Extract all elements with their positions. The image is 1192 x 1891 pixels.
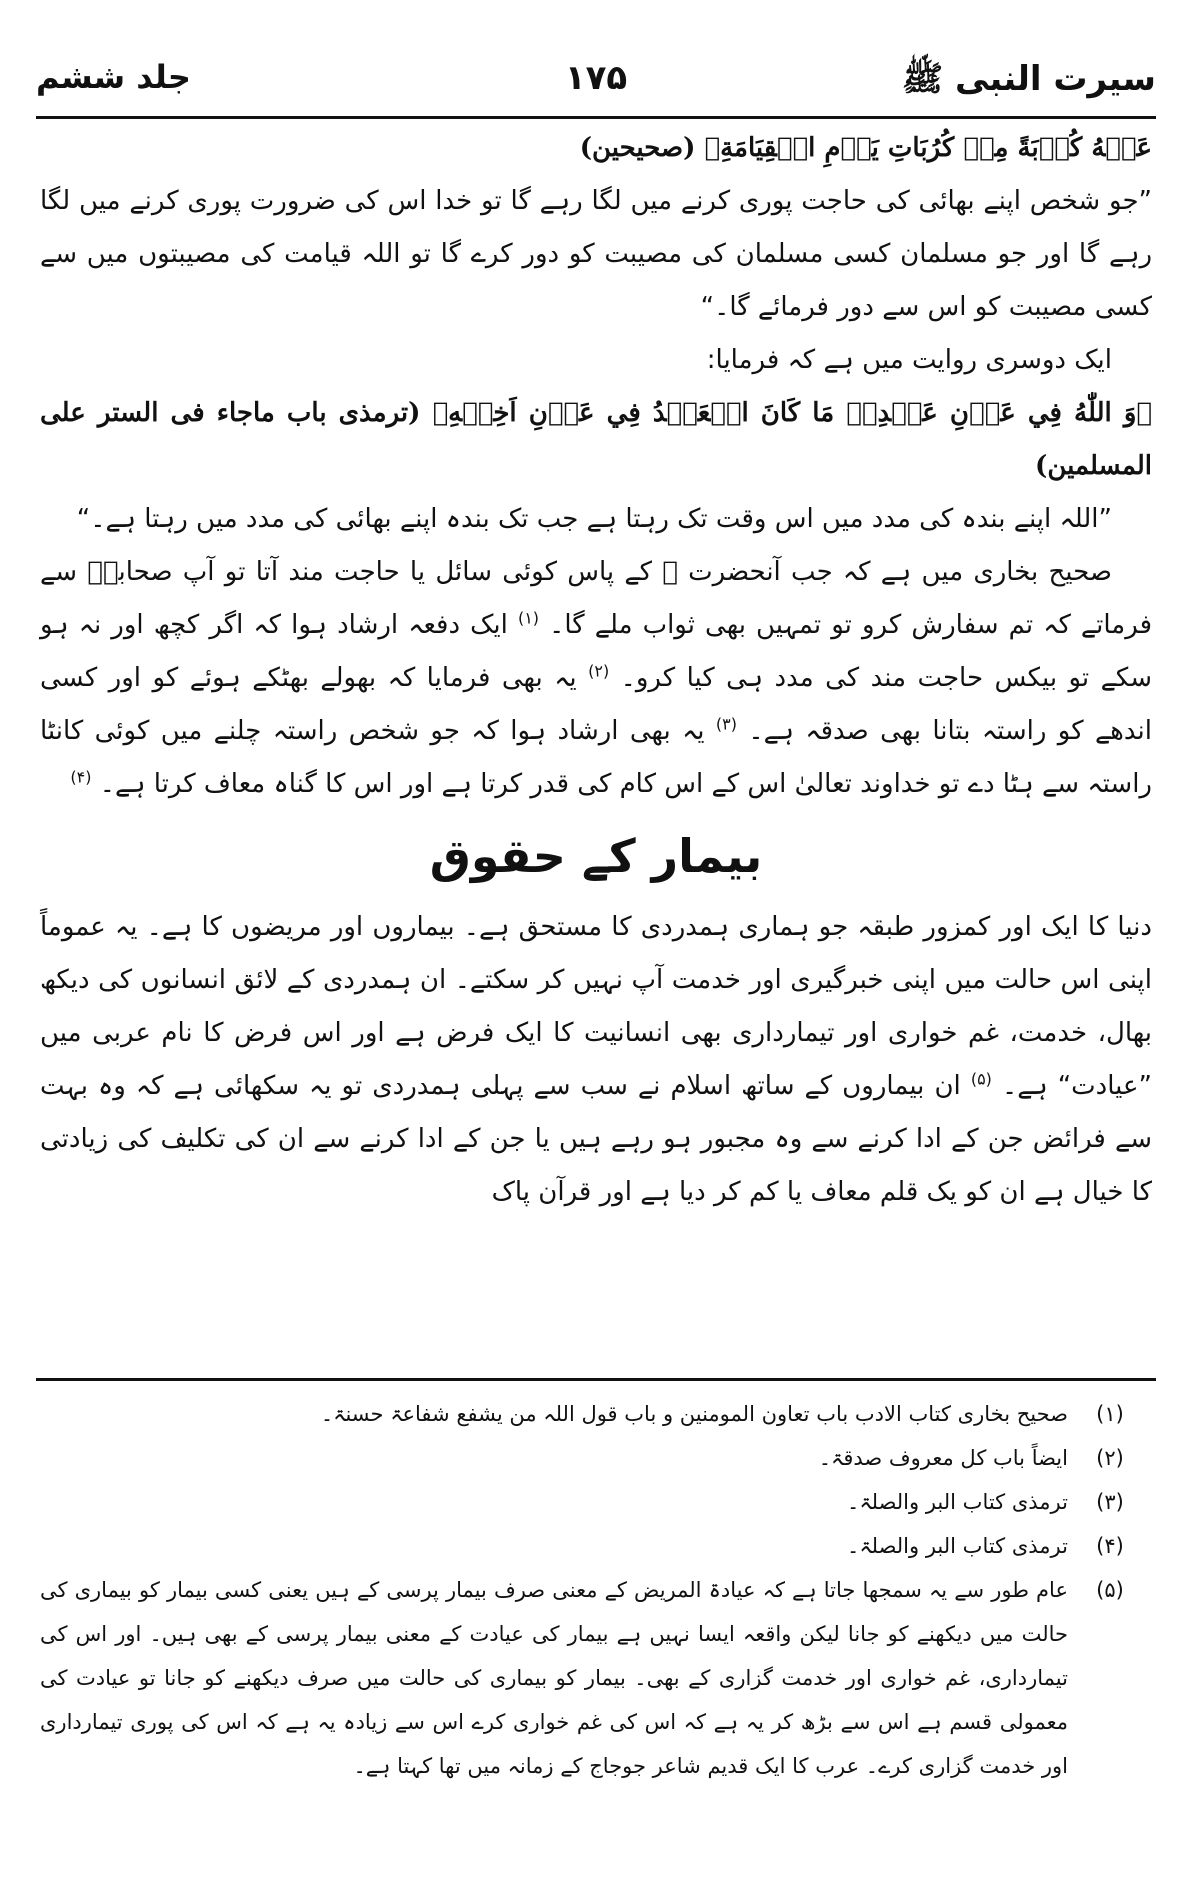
footnote-ref-4[interactable]: (۴) <box>70 767 92 787</box>
arabic-quote-2: ﴿وَ اللّٰهُ فِي عَوۡنِ عَبۡدِهٖ مَا كَانَ الۡعَبۡدُ فِي عَوۡنِ اَخِيۡهِ﴾ (ترمذی باب ماجاء فی الستر علی المسلمین) <box>40 398 1152 481</box>
paragraph-4 <box>40 546 1152 811</box>
footnote-item <box>40 1568 1152 1788</box>
paragraph-5-part-a: دنیا کا ایک اور کمزور طبقہ جو ہماری ہمدردی کا مستحق ہے۔ بیماروں اور مریضوں کا ہے۔ یہ عموماً اپنی اس حالت میں اپنی خبرگیری اور خدمت آپ نہیں کر سکتے۔ ان ہمدردی کے لائق انسانوں کی دیکھ بھال، خدمت، غم خواری اور تیمارداری بھی انسانیت کا ایک فرض ہے اور اس فرض کا نام عربی میں ”عیادت“ ہے۔ <box>40 912 1152 1101</box>
arabic-quote-1: عَنۡهُ كُرۡبَةً مِنۡ كُرُبَاتِ يَوۡمِ الۡقِيَامَةِ﴾ (صحیحین) <box>579 133 1152 163</box>
footnote-text: ترمذی کتاب البر والصلۃ۔ <box>847 1490 1068 1514</box>
paragraph-1: ”جو شخص اپنے بھائی کی حاجت پوری کرنے میں لگا رہے گا تو خدا اس کی ضرورت پوری کرنے میں لگا رہے گا اور جو مسلمان کسی مسلمان کی مصیبت کو دور کرے گا تو اللہ قیامت کی مصیبتوں میں سے کسی مصیبت کو اس سے دور فرمائے گا۔“ <box>40 186 1152 322</box>
footnote-item <box>40 1480 1152 1524</box>
footnote-text: ترمذی کتاب البر والصلۃ۔ <box>847 1534 1068 1558</box>
book-title: سیرت النبی ﷺ <box>902 59 1156 99</box>
paragraph-4-part-d: یہ بھی ارشاد ہوا کہ جو شخص راستہ چلنے میں کوئی کانٹا راستہ سے ہٹا دے تو خداوند تعالیٰ اس کے اس کام کی قدر کرتا ہے اور اس کا گناہ معاف کرتا ہے۔ <box>40 716 1152 799</box>
footnote-ref-1[interactable]: (۱) <box>517 608 540 628</box>
footnote-number: (۴) <box>1096 1534 1124 1558</box>
volume-label: جلد ششم <box>36 58 191 96</box>
paragraph-4-part-b: ایک دفعہ ارشاد ہوا کہ اگر کچھ اور نہ ہو سکے تو بیکس حاجت مند کی مدد ہی کیا کرو۔ <box>40 610 1152 693</box>
page-number: ۱۷۵ <box>564 58 628 98</box>
footnote-number: (۲) <box>1096 1446 1124 1470</box>
footnote-text: ایضاً باب کل معروف صدقۃ۔ <box>818 1446 1068 1470</box>
footnote-ref-3[interactable]: (۳) <box>715 714 737 734</box>
header-rule <box>36 116 1156 119</box>
main-text <box>40 122 1152 1219</box>
footnote-ref-5[interactable]: (۵) <box>970 1069 992 1089</box>
section-heading: بیمار کے حقوق <box>429 829 763 883</box>
paragraph-2: ایک دوسری روایت میں ہے کہ فرمایا: <box>706 345 1112 375</box>
paragraph-4-part-c: یہ بھی فرمایا کہ بھولے بھٹکے ہوئے کو اور کسی اندھے کو راستہ بتانا بھی صدقہ ہے۔ <box>40 663 1152 746</box>
footnote-number: (۵) <box>1096 1578 1124 1602</box>
paragraph-5 <box>40 901 1152 1219</box>
footnote-ref-2[interactable]: (۲) <box>588 661 610 681</box>
footnote-item <box>40 1436 1152 1480</box>
footnote-number: (۱) <box>1096 1402 1124 1426</box>
paragraph-5-part-b: ان بیماروں کے ساتھ اسلام نے سب سے پہلی ہمدردی تو یہ سکھائی ہے کہ وہ بہت سے فرائض جن کے ادا کرنے سے وہ مجبور ہو رہے ہیں یا جن کے ادا کرنے سے ان کی تکلیف کی زیادتی کا خیال ہے ان کو یک قلم معاف یا کم کر دیا ہے اور قرآن پاک <box>40 1071 1152 1207</box>
footnotes <box>40 1392 1152 1788</box>
footnote-item <box>40 1524 1152 1568</box>
footnote-number: (۳) <box>1096 1490 1124 1514</box>
footnote-rule <box>36 1378 1156 1381</box>
paragraph-3: ”اللہ اپنے بندہ کی مدد میں اس وقت تک رہتا ہے جب تک بندہ اپنے بھائی کی مدد میں رہتا ہے۔“ <box>76 504 1112 534</box>
footnote-text: عام طور سے یہ سمجھا جاتا ہے کہ عیادۃ المریض کے معنی صرف بیمار پرسی کے ہیں یعنی کسی بیمار کو بیماری کی حالت میں دیکھنے کو جانا لیکن واقعہ ایسا نہیں ہے بیمار کی عیادت کے معنی بیمار پرسی کے بھی ہیں۔ اور اس کی تیمارداری، غم خواری اور خدمت گزاری کے بھی۔ بیمار کو بیماری کی حالت میں صرف دیکھنے کو جانا تو عیادت کی معمولی قسم ہے اس سے بڑھ کر یہ ہے کہ اس کی غم خواری کرے اس سے زیادہ یہ ہے کہ اس کی پوری تیمارداری اور خدمت گزاری کرے۔ عرب کا ایک قدیم شاعر جوجاج کے زمانہ میں تھا کہتا ہے۔ <box>40 1578 1068 1778</box>
footnote-item <box>40 1392 1152 1436</box>
paragraph-4-part-a: صحیح بخاری میں ہے کہ جب آنحضرت ﷺ کے پاس کوئی سائل یا حاجت مند آتا تو آپ صحابہؓ سے فرماتے کہ تم سفارش کرو تو تمہیں بھی ثواب ملے گا۔ <box>40 557 1153 640</box>
footnote-text: صحیح بخاری کتاب الادب باب تعاون المومنین و باب قول اللہ من یشفع شفاعۃ حسنۃ۔ <box>320 1402 1068 1426</box>
running-header <box>36 58 1156 114</box>
